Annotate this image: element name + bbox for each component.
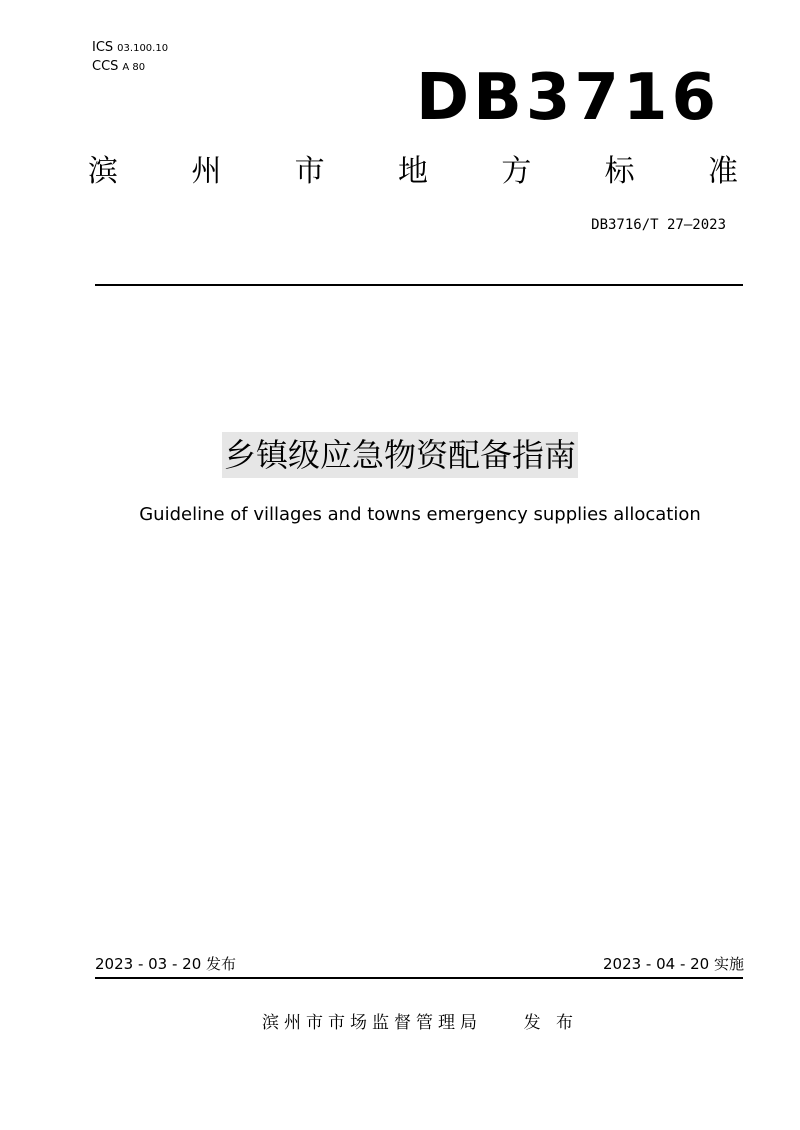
standard-type-char: 州 <box>191 154 222 189</box>
standard-type-char: 滨 <box>88 154 118 189</box>
standard-code: DB3716 <box>415 61 720 135</box>
top-divider <box>95 284 743 286</box>
standard-type-char: 标 <box>604 154 635 189</box>
bottom-divider <box>95 977 743 979</box>
ccs-classification <box>92 59 145 76</box>
implement-date: 2023 - 04 - 20 实施 <box>602 955 744 973</box>
ccs-label: CCS <box>92 59 119 74</box>
publish-date: 2023 - 03 - 20 发布 <box>95 955 237 973</box>
standard-type-char: 地 <box>397 154 428 189</box>
ics-label: ICS <box>92 40 114 55</box>
document-title-en: Guideline of villages and towns emergency supplies allocation <box>139 504 701 525</box>
standard-type-char: 方 <box>501 154 532 189</box>
standard-type-char: 市 <box>294 154 325 189</box>
document-title-cn: 乡镇级应急物资配备指南 <box>222 432 578 478</box>
standard-type <box>88 152 738 192</box>
ccs-value: A 80 <box>122 62 146 73</box>
ics-classification <box>92 40 168 57</box>
ics-value: 03.100.10 <box>117 43 169 54</box>
issuing-authority: 滨州市市场监督管理局 发 布 <box>261 1013 579 1033</box>
title-cn-wrapper <box>0 432 800 478</box>
standard-type-char: 准 <box>707 154 738 189</box>
standard-number: DB3716/T 27—2023 <box>591 217 726 233</box>
